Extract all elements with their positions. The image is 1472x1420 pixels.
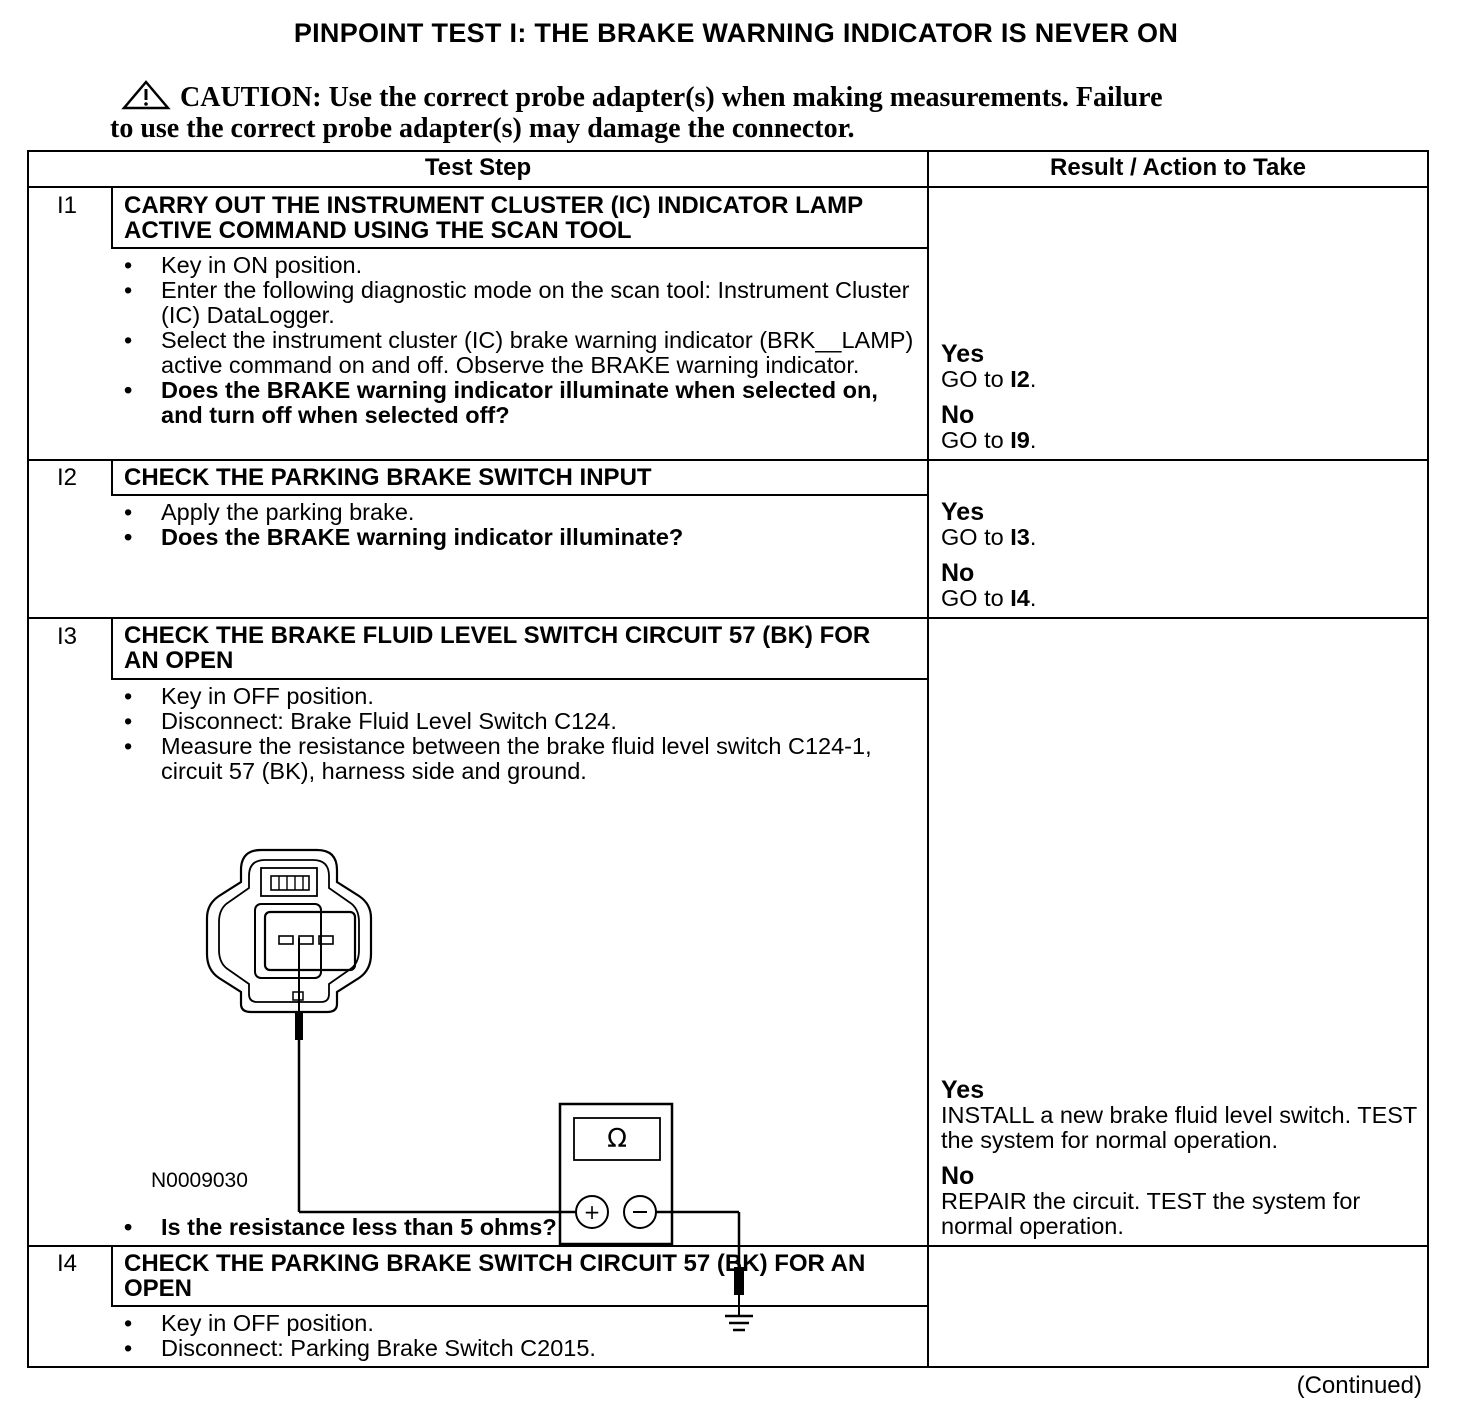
no-action: REPAIR the circuit. TEST the system for normal operation.: [941, 1188, 1361, 1239]
continued-note: (Continued): [1296, 1372, 1422, 1399]
step-heading: CARRY OUT THE INSTRUMENT CLUSTER (IC) INDICATOR LAMP ACTIVE COMMAND USING THE SCAN TOOL: [124, 192, 863, 244]
no-label: No: [941, 401, 975, 429]
pinpoint-test-table: [27, 150, 1429, 1368]
list-item: • Disconnect: Parking Brake Switch C2015.: [124, 1336, 914, 1361]
no-target: I9: [1010, 427, 1030, 453]
yes-action: GO to: [941, 524, 1011, 550]
step-id: I3: [57, 623, 78, 650]
step-bullets: [124, 253, 914, 428]
list-item: • Enter the following diagnostic mode on the scan tool: Instrument Cluster (IC) DataLogger.: [124, 278, 914, 328]
ohm-symbol: Ω: [607, 1124, 627, 1154]
probe-tip: [295, 1012, 303, 1040]
step-heading: CHECK THE PARKING BRAKE SWITCH CIRCUIT 57 (BK) FOR AN OPEN: [124, 1250, 866, 1302]
no-label: No: [941, 559, 975, 587]
step-question: • Does the BRAKE warning indicator illuminate when selected on, and turn off when selected off?: [124, 378, 914, 428]
no-label: No: [941, 1162, 975, 1190]
header-result: Result / Action to Take: [1049, 154, 1307, 181]
step-id: I1: [57, 192, 78, 219]
list-item: • Apply the parking brake.: [124, 500, 914, 525]
step-heading: CHECK THE PARKING BRAKE SWITCH INPUT: [124, 464, 652, 491]
yes-action: INSTALL a new brake fluid level switch. TEST the system for normal operation.: [941, 1102, 1417, 1153]
step-result: Yes GO to I2. No GO to I9.: [941, 341, 1411, 453]
caution-label: CAUTION:: [180, 82, 322, 113]
step-result: [941, 1077, 1421, 1239]
yes-label: Yes: [941, 1076, 985, 1104]
step-id: I2: [57, 464, 78, 491]
step-bullets: [124, 684, 914, 784]
list-item: • Key in OFF position.: [124, 684, 914, 709]
step-question-list: [124, 1215, 914, 1240]
yes-target: I2: [1010, 366, 1030, 392]
step-bullets: [124, 500, 914, 550]
step-result: Yes GO to I3. No GO to I4.: [941, 499, 1411, 611]
caution-note: [110, 80, 1330, 144]
list-item: • Measure the resistance between the brake fluid level switch C124-1, circuit 57 (BK), harness side and ground.: [124, 734, 914, 784]
list-item: • Key in OFF position.: [124, 1311, 914, 1336]
no-target: I4: [1010, 585, 1030, 611]
terminal-pin-1: [279, 936, 293, 944]
list-item: • Key in ON position.: [124, 253, 914, 278]
yes-label: Yes: [941, 498, 985, 526]
no-action: GO to: [941, 585, 1011, 611]
svg-text:+: +: [583, 1200, 601, 1224]
yes-action: GO to: [941, 366, 1011, 392]
step-id: I4: [57, 1250, 78, 1277]
list-item: • Select the instrument cluster (IC) brake warning indicator (BRK__LAMP) active command on and off. Observe the BRAKE warning indicator.: [124, 328, 914, 378]
diagram-id: N0009030: [151, 1169, 248, 1192]
caution-text-line1: Use the correct probe adapter(s) when making measurements. Failure: [328, 82, 1163, 113]
no-action: GO to: [941, 427, 1011, 453]
warning-triangle-icon: [122, 80, 170, 110]
step-heading: CHECK THE BRAKE FLUID LEVEL SWITCH CIRCUIT 57 (BK) FOR AN OPEN: [124, 622, 871, 674]
yes-label: Yes: [941, 340, 985, 368]
connector-shell: [207, 850, 371, 1012]
header-test-step: Test Step: [424, 154, 532, 181]
yes-target: I3: [1010, 524, 1030, 550]
list-item: • Disconnect: Brake Fluid Level Switch C124.: [124, 709, 914, 734]
step-bullets: [124, 1311, 914, 1361]
step-question: • Does the BRAKE warning indicator illuminate?: [124, 525, 914, 550]
step-question: • Is the resistance less than 5 ohms?: [124, 1215, 914, 1240]
page-title: PINPOINT TEST I: THE BRAKE WARNING INDICATOR IS NEVER ON: [293, 18, 1179, 48]
caution-text-line2: to use the correct probe adapter(s) may damage the connector.: [110, 113, 855, 144]
